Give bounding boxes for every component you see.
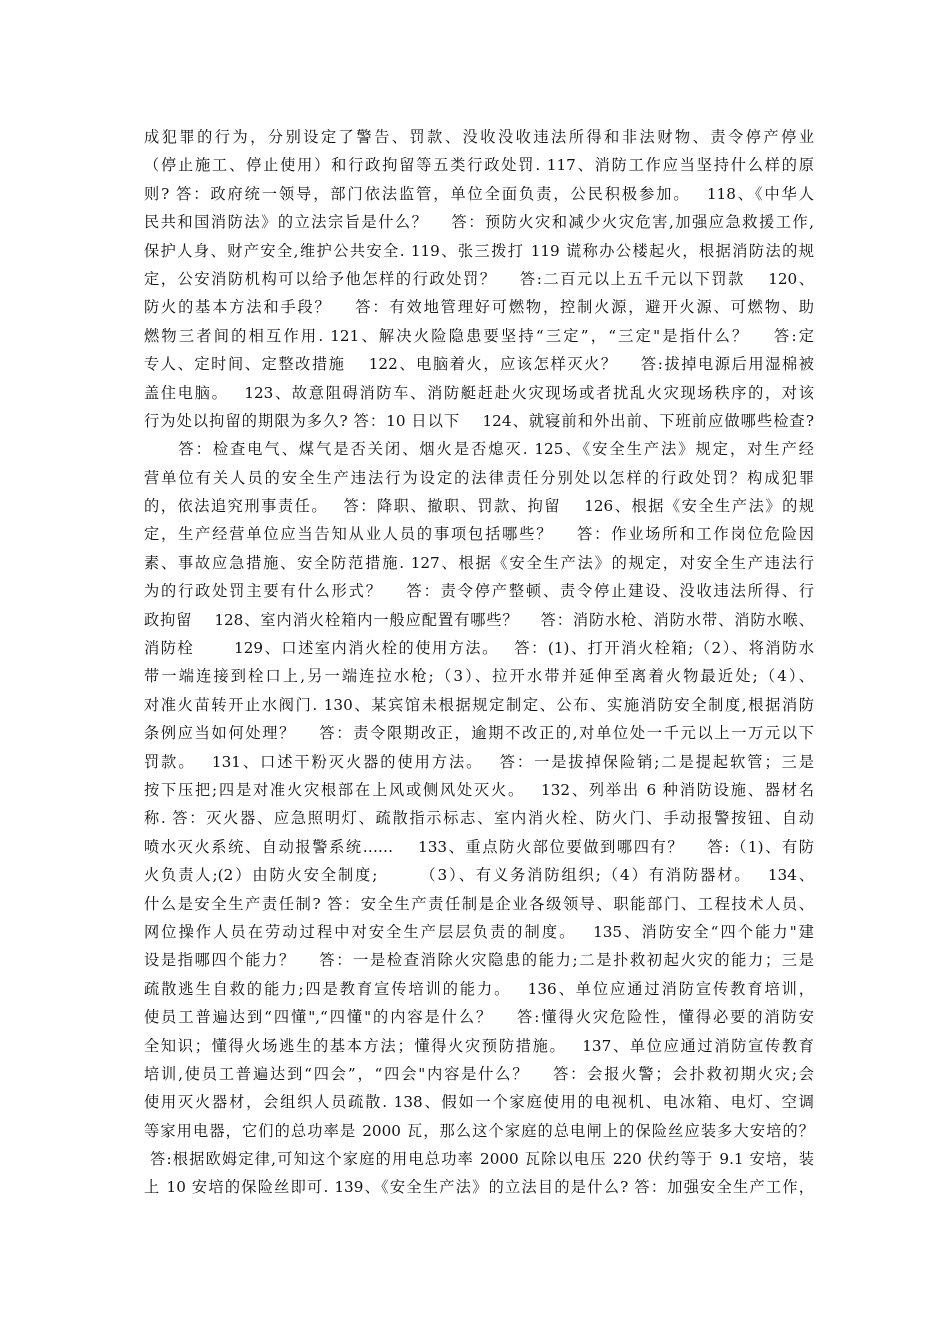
text-line: 为的行政处罚主要有什么形式？ 答：责令停产整顿、责令停止建设、没收违法所得、行 (144, 582, 814, 601)
text-line: 带一端连接到栓口上,另一端连拉水枪;（3）、拉开水带并延伸至离着火物最近处;（4）、 (144, 667, 814, 686)
text-line: 罚款。 131、口述干粉灭火器的使用方法。 答：一是拔掉保险销;二是提起软管；三是 (144, 752, 814, 771)
text-line: 全知识；懂得火场逃生的基本方法；懂得火灾预防措施。 137、单位应通过消防宣传教育 (144, 1036, 814, 1055)
text-line: 的，依法追究刑事责任。 答：降职、撤职、罚款、拘留 126、根据《安全生产法》的规 (144, 497, 814, 516)
text-line: 定，生产经营单位应当告知从业人员的事项包括哪些？ 答：作业场所和工作岗位危险因 (144, 525, 814, 544)
text-line: 培训,使员工普遍达到“四会”，“四会"内容是什么？ 答：会报火警；会扑救初期火灾;会 (144, 1064, 814, 1083)
text-line: 条例应当如何处理？ 答：责令限期改正，逾期不改正的,对单位处一千元以上一万元以下 (144, 724, 814, 743)
text-line: 对准火苗转开止水阀门. 130、某宾馆未根据规定制定、公布、实施消防安全制度,根据消防 (144, 695, 814, 714)
text-line: 疏散逃生自救的能力;四是教育宣传培训的能力。 136、单位应通过消防宣传教育培训， (144, 979, 814, 998)
text-line: 保护人身、财产安全,维护公共安全. 119、张三拨打 119 谎称办公楼起火，根据消防法的规 (144, 241, 814, 260)
text-line: 行为处以拘留的期限为多久? 答：10 日以下 124、就寝前和外出前、下班前应做哪些检查? (144, 411, 814, 430)
text-line: 网位操作人员在劳动过程中对安全生产层层负责的制度。 135、消防安全“四个能力"建 (144, 922, 814, 941)
text-line: 什么是安全生产责任制? 答：安全生产责任制是企业各级领导、职能部门、工程技术人员、 (144, 894, 814, 913)
text-line: 素、事故应急措施、安全防范措施. 127、根据《安全生产法》的规定，对安全生产违法行 (144, 553, 814, 572)
text-line: 答：检查电气、煤气是否关闭、烟火是否熄灭. 125、《安全生产法》规定，对生产经 (144, 440, 814, 459)
text-line: 定，公安消防机构可以给予他怎样的行政处罚？ 答:二百元以上五千元以下罚款 120、 (144, 269, 814, 288)
text-line: 燃物三者间的相互作用. 121、解决火险隐患要坚持“三定”，“三定"是指什么？ 答:定 (144, 326, 814, 345)
text-line: 上 10 安培的保险丝即可. 139、《安全生产法》的立法目的是什么? 答：加强安全生产工作， (144, 1178, 814, 1197)
text-line: 防火的基本方法和手段？ 答：有效地管理好可燃物，控制火源，避开火源、可燃物、助 (144, 298, 814, 317)
text-line: 等家用电器，它们的总功率是 2000 瓦，那么这个家庭的总电闸上的保险丝应装多大安培的？ (144, 1121, 814, 1140)
text-line: 成犯罪的行为，分别设定了警告、罚款、没收没收违法所得和非法财物、责令停产停业 (144, 128, 814, 146)
text-line: 营单位有关人员的安全生产违法行为设定的法律责任分别处以怎样的行政处罚？构成犯罪 (144, 468, 814, 487)
text-line: 则? 答：政府统一领导，部门依法监管，单位全面负责，公民积极参加。 118、《中华人 (144, 184, 814, 203)
text-line: 答:根据欧姆定律,可知这个家庭的用电总功率 2000 瓦除以电压 220 伏约等于 9.1 安培，装 (144, 1150, 814, 1169)
text-line: 专人、定时间、定整改措施 122、电脑着火，应该怎样灭火？ 答:拔掉电源后用湿棉被 (144, 355, 814, 374)
text-line: 设是指哪四个能力？ 答：一是检查消除火灾隐患的能力;二是扑救初起火灾的能力；三是 (144, 951, 814, 970)
text-line: （停止施工、停止使用）和行政拘留等五类行政处罚. 117、消防工作应当坚持什么样的原 (144, 156, 814, 175)
text-line: 民共和国消防法》的立法宗旨是什么？ 答：预防火灾和减少火灾危害,加强应急救援工作, (144, 213, 814, 232)
text-line: 火负责人;(2）由防火安全制度; （3）、有义务消防组织;（4）有消防器材。 134、 (144, 866, 814, 885)
body-text (144, 123, 814, 1202)
text-line: 按下压把;四是对准火灾根部在上风或侧风处灭火。 132、列举出 6 种消防设施、器材名 (144, 780, 814, 799)
text-line: 称. 答：灭火器、应急照明灯、疏散指示标志、室内消火栓、防火门、手动报警按钮、自动 (144, 809, 814, 828)
text-line: 政拘留 128、室内消火栓箱内一般应配置有哪些？ 答：消防水枪、消防水带、消防水喉、 (144, 610, 814, 629)
text-line: 盖住电脑。 123、故意阻碍消防车、消防艇赶赴火灾现场或者扰乱火灾现场秩序的，对该 (144, 383, 814, 402)
text-line: 喷水灭火系统、自动报警系统…… 133、重点防火部位要做到哪四有？ 答:（1)、有防 (144, 837, 814, 856)
text-line: 消防栓 129、口述室内消火栓的使用方法。 答：(1)、打开消火栓箱;（2）、将消防水 (144, 639, 814, 658)
text-line: 使员工普遍达到“四懂",“四懂"的内容是什么？ 答:懂得火灾危险性，懂得必要的消防安 (144, 1008, 814, 1027)
text-line: 使用灭火器材，会组织人员疏散. 138、假如一个家庭使用的电视机、电冰箱、电灯、空调 (144, 1093, 814, 1112)
